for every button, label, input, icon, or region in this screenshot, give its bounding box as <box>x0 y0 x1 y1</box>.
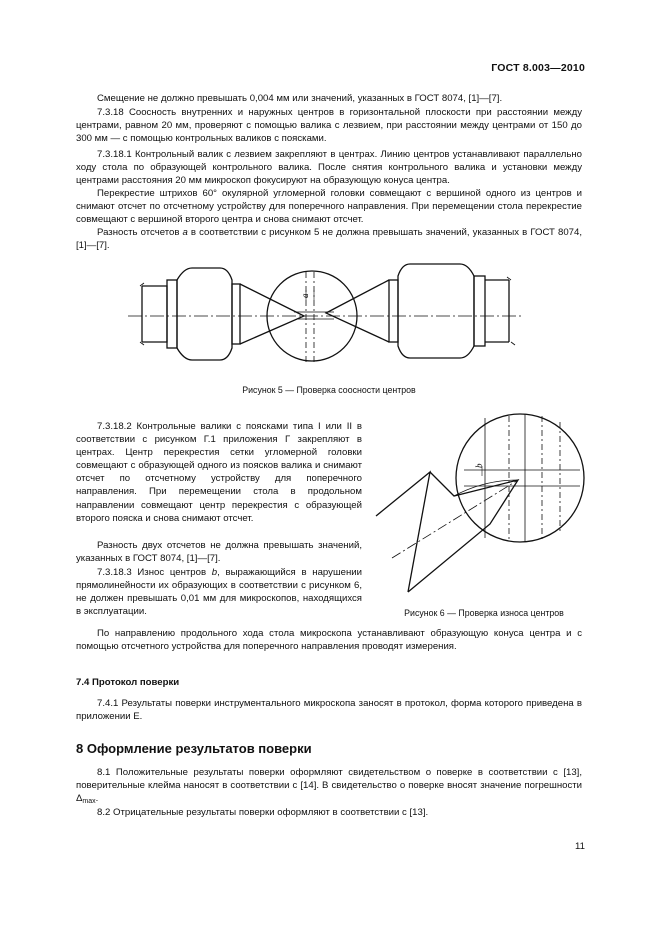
paragraph-7-4-1: 7.4.1 Результаты поверки инструментального микроскопа заносят в протокол, форма которого приведена в приложении Е. <box>76 698 582 723</box>
paragraph-7-3-18: 7.3.18 Соосность внутренних и наружных центров в горизонтальной плоскости при расстоянии между центрами, равном 20 мм, проверяют с помощью валика с лезвием, при расстоянии между центрами от 150 до 300 мм — с помощью контрольных валиков с поясками. <box>76 107 582 145</box>
paragraph-7-3-18-2: 7.3.18.2 Контрольные валики с поясками типа I или II в соответствии с рисунком Г.1 приложения Г закрепляют в центрах. Центр перекрестия сетки угломерной головки совмещают с образующей одного из поясков валика и снимают отсчет по отсчетному устройству для поперечного направления. При перемещении стола в продольном направлении совмещают центр перекрестия с образующей второго пояска и снова снимают отсчет. <box>76 421 362 524</box>
page-number: 11 <box>575 841 585 852</box>
variable-a: a <box>182 227 188 238</box>
paragraph-8-1 <box>76 766 582 808</box>
delta-subscript: max <box>82 798 96 806</box>
text-part: Разность отсчетов <box>97 227 183 238</box>
section-8-heading: 8 Оформление результатов поверки <box>76 741 312 756</box>
paragraph-crosshair: Перекрестие штрихов 60° окулярной угломерной головки совмещают с вершиной одного из центров и снимают отсчет по отсчетному устройству для поперечного направления. При перемещении стола перекрестие совмещают с вершиной второго центра и снова снимают отсчет. <box>76 188 582 226</box>
paragraph-longitudinal-travel: По направлению продольного хода стола микроскопа устанавливают образующую конуса центра и с помощью отсчетного устройства для поперечного направления проводят измерения. <box>76 628 582 653</box>
paragraph-7-3-18-3 <box>76 566 362 618</box>
paragraph-7-3-18-1: 7.3.18.1 Контрольный валик с лезвием закрепляют в центрах. Линию центров устанавливают параллельно ходу стола по образующей контрольного валика. После снятия контрольного валика и установки между центрами расстояния 20 мм микроскоп фокусируют на образующую конуса центра. <box>76 149 582 187</box>
figure-5-caption: Рисунок 5 — Проверка соосности центров <box>242 385 416 395</box>
figure-5-dimension-label: a <box>300 293 310 298</box>
paragraph-two-readings: Разность двух отсчетов не должна превышать значений, указанных в ГОСТ 8074, [1]—[7]. <box>76 540 362 565</box>
section-7-4-heading: 7.4 Протокол поверки <box>76 677 180 688</box>
figure-6-dimension-label: b <box>474 463 484 468</box>
delta-symbol: Δ <box>76 793 83 805</box>
paragraph-8-2: 8.2 Отрицательные результаты поверки оформляют в соответствии с [13]. <box>97 807 429 818</box>
text-part: 7.3.18.3 Износ центров <box>97 567 212 578</box>
text-part: , выражающийся в нарушении прямолинейности их образующих в соответствии с рисунком 6, не должен превышать 0,01 мм для микроскопов, находящихся в эксплуатации. <box>76 567 363 618</box>
paragraph-offset-limit: Смещение не должно превышать 0,004 мм или значений, указанных в ГОСТ 8074, [1]—[7]. <box>97 93 503 104</box>
figure-6-caption: Рисунок 6 — Проверка износа центров <box>404 608 564 618</box>
text-part: . <box>95 793 99 805</box>
page-header: ГОСТ 8.003—2010 <box>491 62 585 74</box>
variable-b: b <box>211 567 218 578</box>
figure-5-drawing <box>128 258 523 370</box>
paragraph-reading-difference <box>76 226 582 252</box>
text-part: 8.1 Положительные результаты поверки оформляют свидетельством о поверке в соответствии с [13], поверительные клейма наносят в соответствии с [14]. В свидетельство о поверке вносят значение погрешности <box>76 767 582 792</box>
figure-6-drawing <box>372 408 586 594</box>
text-part: в соответствии с рисунком 5 не должна превышать значений, указанных в ГОСТ 8074, [1]—[7]. <box>76 227 582 252</box>
